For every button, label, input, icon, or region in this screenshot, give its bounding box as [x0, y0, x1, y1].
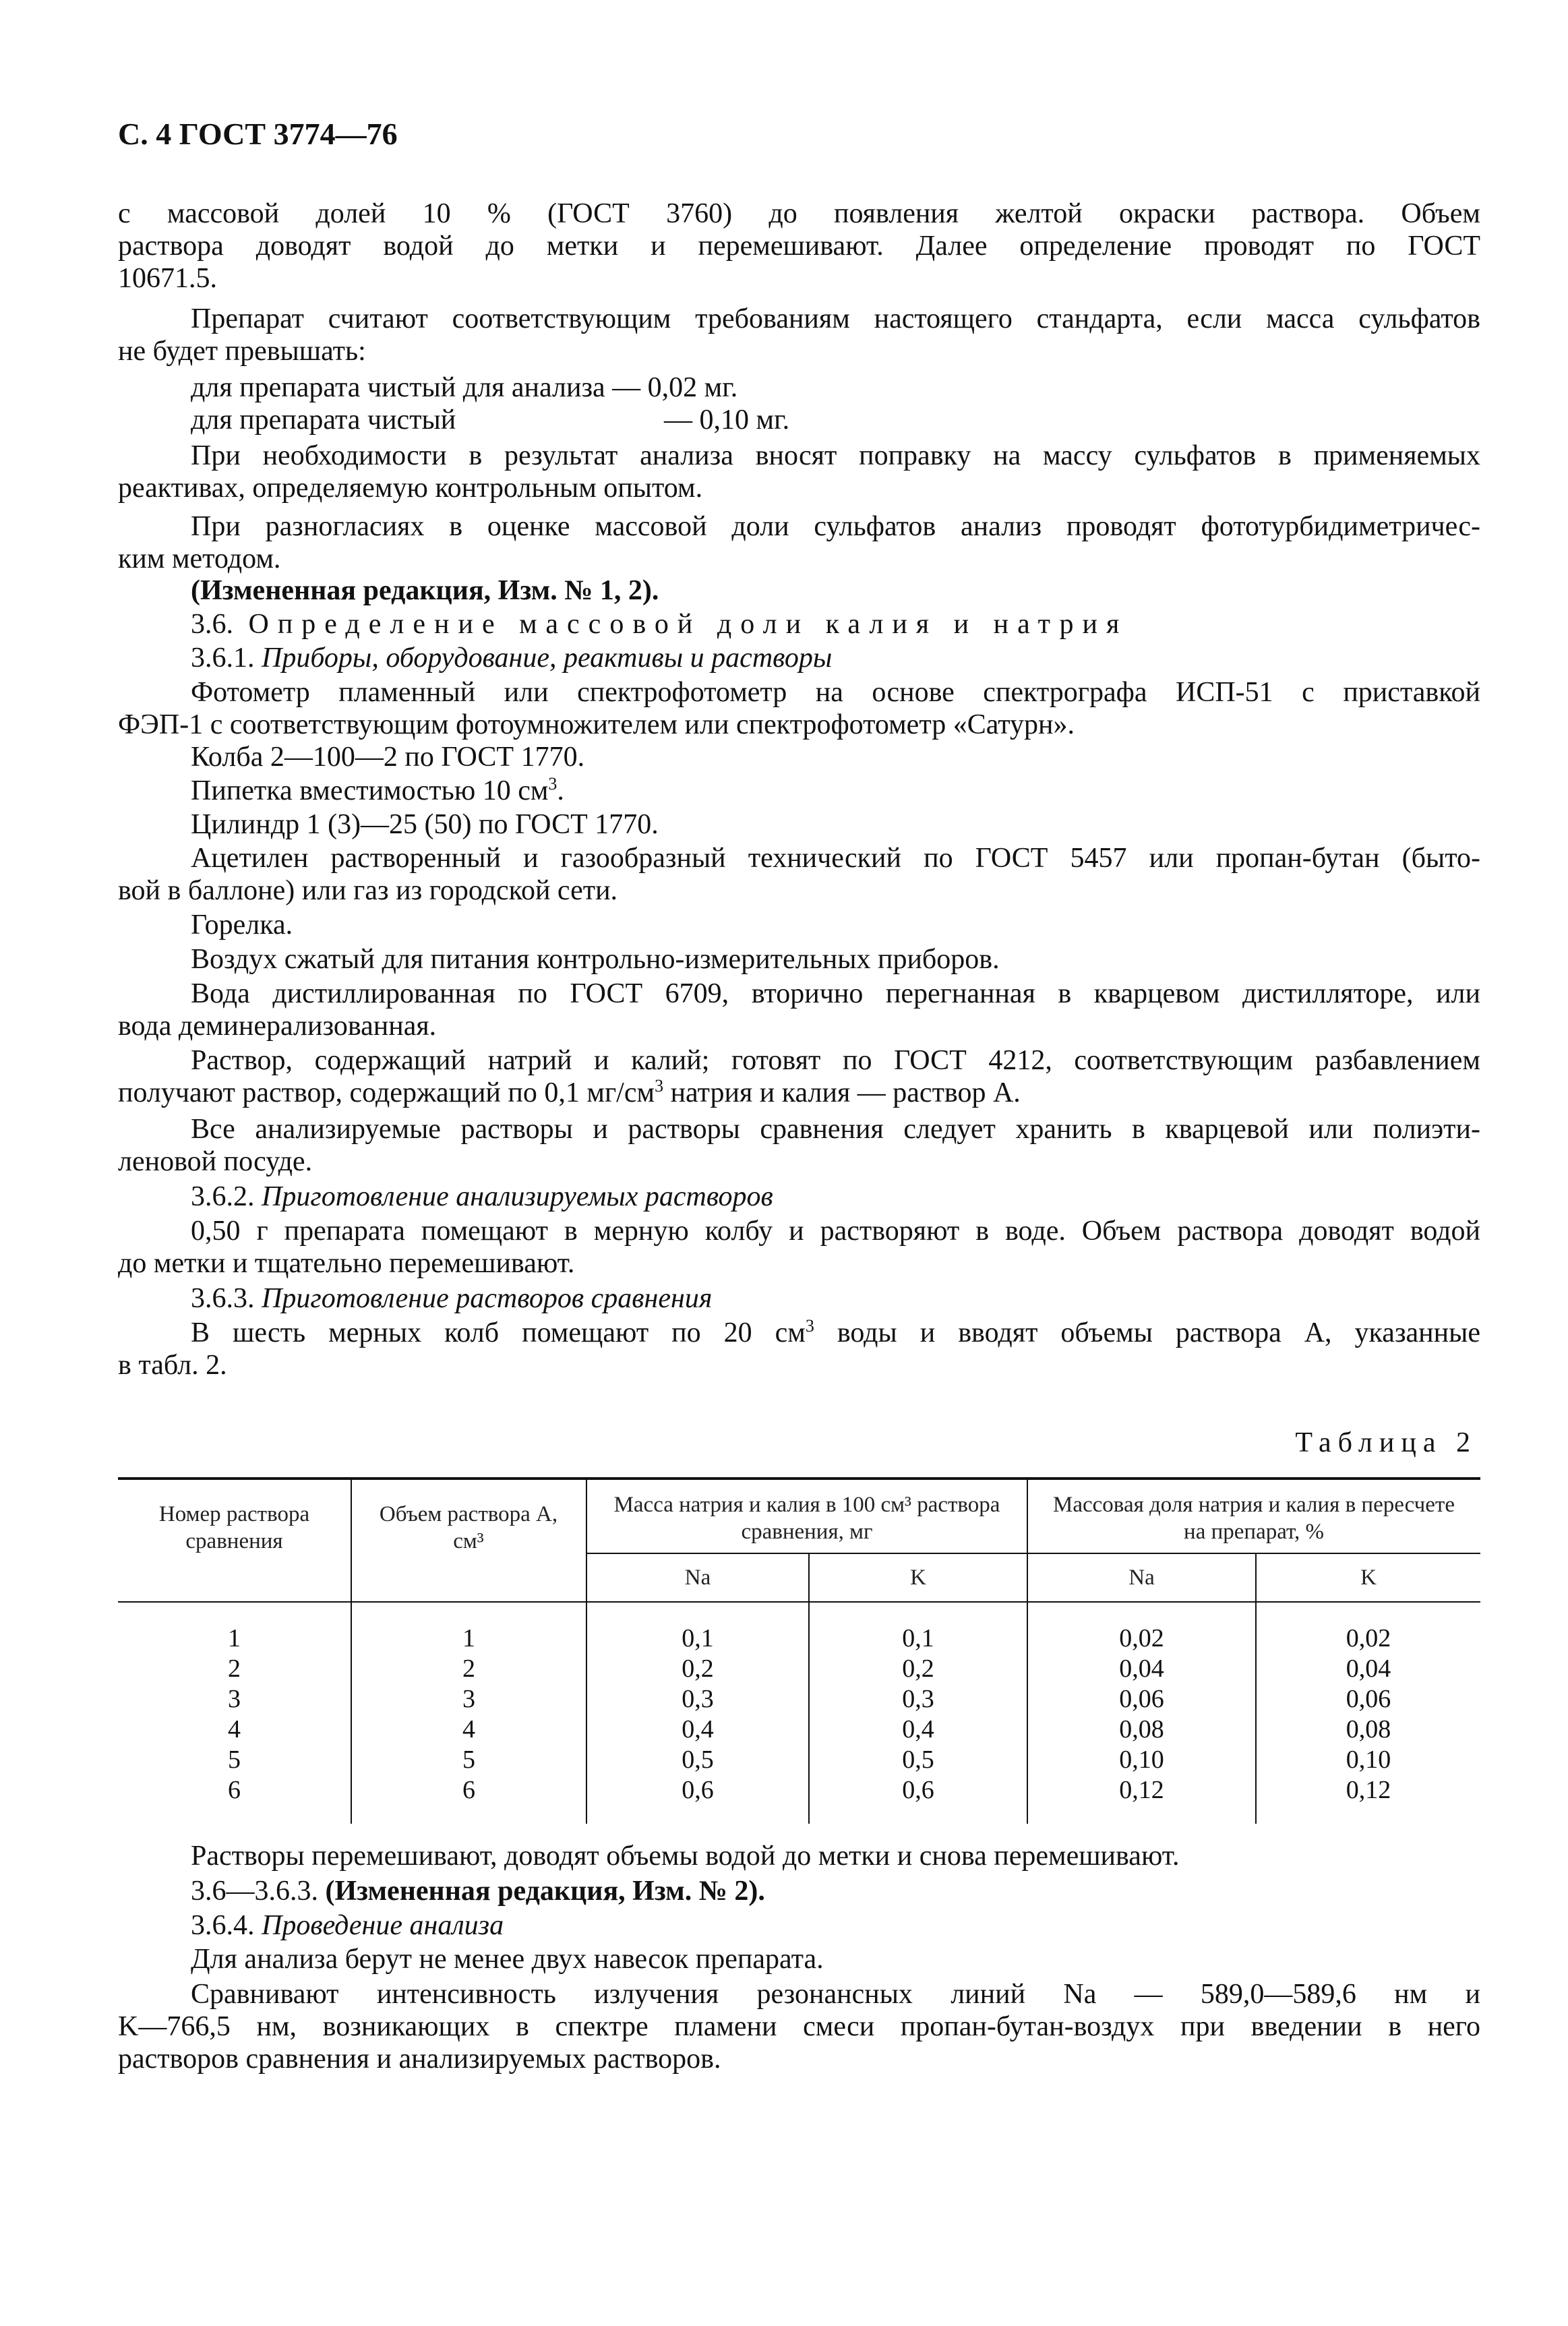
text-line: в табл. 2.: [118, 1350, 227, 1381]
cell-fraction-na: 0,02: [1119, 1624, 1164, 1652]
table-header-rule: [118, 1601, 1480, 1603]
cell-number: 3: [228, 1685, 241, 1713]
text-line: раствора доводят водой до метки и перемешивают. Далее определение проводят по ГОСТ: [118, 231, 1480, 262]
text-line: вода деминерализованная.: [118, 1011, 437, 1042]
page-header: С. 4 ГОСТ 3774—76: [118, 117, 398, 151]
cell-mass-na: 0,1: [682, 1624, 714, 1652]
cell-fraction-na: 0,04: [1119, 1654, 1164, 1683]
cell-mass-na: 0,5: [682, 1746, 714, 1774]
text-line: K—766,5 нм, возникающих в спектре пламени смеси пропан-бутан-воздух при введении в него: [118, 2011, 1480, 2042]
cell-volume: 1: [462, 1624, 475, 1652]
unit-superscript: 3: [548, 774, 557, 794]
text-line: вой в баллоне) или газ из городской сети.: [118, 875, 618, 906]
text-line: растворов сравнения и анализируемых растворов.: [118, 2044, 721, 2075]
cell-fraction-k: 0,08: [1346, 1715, 1391, 1743]
table-caption: Таблица 2: [1295, 1427, 1477, 1458]
cell-fraction-k: 0,10: [1346, 1746, 1391, 1774]
section-title: Определение массовой доли калия и натрия: [248, 609, 1128, 640]
text-line: Для анализа берут не менее двух навесок препарата.: [191, 1944, 824, 1975]
text-line: Сравнивают интенсивность излучения резонансных линий Na — 589,0—589,6 нм и: [191, 1979, 1480, 2010]
col-header-fraction: Массовая доля натрия и калия в пересчете на препарат, %: [1053, 1493, 1455, 1544]
cell-fraction-k: 0,06: [1346, 1685, 1391, 1713]
text-line: Цилиндр 1 (3)—25 (50) по ГОСТ 1770.: [191, 809, 659, 840]
cell-number: 1: [228, 1624, 241, 1652]
cell-fraction-k: 0,02: [1346, 1624, 1391, 1652]
unit-superscript: 3: [655, 1076, 664, 1096]
text-line: 3.6—3.6.3. (Измененная редакция, Изм. № 2).: [191, 1876, 765, 1907]
col-header-mass-k: K: [910, 1565, 926, 1590]
section-number: 3.6.: [191, 609, 233, 640]
text-line: Воздух сжатый для питания контрольно-измерительных приборов.: [191, 944, 1000, 975]
cell-fraction-na: 0,10: [1119, 1746, 1164, 1774]
text-line: При необходимости в результат анализа вносят поправку на массу сульфатов в применяемых: [191, 440, 1480, 471]
solution-a-text: получают раствор, содержащий по 0,1 мг/см: [118, 1077, 655, 1108]
cell-number: 2: [228, 1654, 241, 1683]
text-line: Фотометр пламенный или спектрофотометр на основе спектрографа ИСП-51 с приставкой: [191, 677, 1480, 708]
solution-a-line: [118, 1077, 1021, 1109]
text-line: Все анализируемые растворы и растворы сравнения следует хранить в кварцевой или полиэти-: [191, 1114, 1480, 1145]
cell-fraction-k: 0,04: [1346, 1654, 1391, 1683]
cell-volume: 4: [462, 1715, 475, 1743]
cell-mass-na: 0,4: [682, 1715, 714, 1743]
text-line: леновой посуде.: [118, 1146, 313, 1177]
cell-mass-k: 0,5: [902, 1746, 934, 1774]
col-header-fraction-k: K: [1360, 1565, 1377, 1590]
text-line: 3.6.2. Приготовление анализируемых растворов: [191, 1181, 773, 1212]
col-header-number: Номер раствора сравнения: [158, 1502, 310, 1553]
text-line: Ацетилен растворенный и газообразный технический по ГОСТ 5457 или пропан-бутан (быто-: [191, 843, 1480, 874]
cell-mass-na: 0,6: [682, 1776, 714, 1804]
col-header-mass: Масса натрия и калия в 100 см³ раствора сравнения, мг: [613, 1493, 1000, 1544]
text-line: При разногласиях в оценке массовой доли сульфатов анализ проводят фототурбидиметричес-: [191, 511, 1480, 542]
cell-volume: 2: [462, 1654, 475, 1683]
text-line: 3.6.3. Приготовление растворов сравнения: [191, 1283, 713, 1314]
pipette-end: .: [557, 775, 564, 806]
text-line: Раствор, содержащий натрий и калий; готовят по ГОСТ 4212, соответствующим разбавлением: [191, 1045, 1480, 1076]
section-heading: [191, 609, 1128, 640]
cell-fraction-na: 0,08: [1119, 1715, 1164, 1743]
cell-mass-k: 0,1: [902, 1624, 934, 1652]
six-flasks-end: воды и вводят объемы раствора А, указанные: [814, 1317, 1480, 1348]
text-line: 3.6.1. Приборы, оборудование, реактивы и растворы: [191, 643, 833, 674]
text-line: 0,50 г препарата помещают в мерную колбу и растворяют в воде. Объем раствора доводят водой: [191, 1216, 1480, 1247]
col-header-volume-text: Объем раствора А,: [379, 1502, 558, 1526]
text-line: не будет превышать:: [118, 336, 366, 367]
cell-fraction-na: 0,12: [1119, 1776, 1164, 1804]
text-line: (Измененная редакция, Изм. № 1, 2).: [191, 575, 659, 606]
pipette-text: Пипетка вместимостью 10 см: [191, 775, 549, 806]
text-line: Колба 2—100—2 по ГОСТ 1770.: [191, 742, 585, 773]
text-line: Препарат считают соответствующим требованиям настоящего стандарта, если масса сульфатов: [191, 303, 1480, 334]
solution-a-end: натрия и калия — раствор А.: [663, 1077, 1021, 1108]
cell-number: 5: [228, 1746, 241, 1774]
text-line: до метки и тщательно перемешивают.: [118, 1248, 575, 1279]
text-line: ФЭП-1 с соответствующим фотоумножителем или спектрофотометр «Сатурн».: [118, 709, 1075, 740]
text-line: с массовой долей 10 % (ГОСТ 3760) до появления желтой окраски раствора. Объем: [118, 198, 1480, 229]
text-line: Вода дистиллированная по ГОСТ 6709, вторично перегнанная в кварцевом дистилляторе, или: [191, 978, 1480, 1009]
text-line: для препарата чистый для анализа — 0,02 мг.: [191, 372, 738, 403]
col-header-mass-na: Na: [684, 1565, 711, 1590]
cell-mass-na: 0,3: [682, 1685, 714, 1713]
cell-volume: 3: [462, 1685, 475, 1713]
text-line: Горелка.: [191, 909, 293, 941]
cell-number: 4: [228, 1715, 241, 1743]
col-header-fraction-na: Na: [1128, 1565, 1155, 1590]
table-subheader-rule: [586, 1553, 1480, 1554]
cell-mass-k: 0,6: [902, 1776, 934, 1804]
table-top-rule: [118, 1477, 1480, 1480]
cell-volume: 5: [462, 1746, 475, 1774]
pipette-line: [191, 775, 564, 807]
cell-mass-k: 0,3: [902, 1685, 934, 1713]
text-line: ким методом.: [118, 543, 281, 574]
text-line: 3.6.4. Проведение анализа: [191, 1910, 504, 1941]
six-flasks-text: В шесть мерных колб помещают по 20 см: [191, 1317, 806, 1348]
text-line: Растворы перемешивают, доводят объемы водой до метки и снова перемешивают.: [191, 1841, 1180, 1872]
six-flasks-line: [191, 1317, 1480, 1349]
cell-number: 6: [228, 1776, 241, 1804]
col-header-volume-unit: см³: [453, 1529, 484, 1553]
cell-fraction-k: 0,12: [1346, 1776, 1391, 1804]
col-header-volume: [371, 1501, 566, 1555]
cell-mass-na: 0,2: [682, 1654, 714, 1683]
cell-volume: 6: [462, 1776, 475, 1804]
cell-mass-k: 0,2: [902, 1654, 934, 1683]
text-line: — 0,10 мг.: [664, 405, 790, 436]
cell-fraction-na: 0,06: [1119, 1685, 1164, 1713]
unit-superscript: 3: [805, 1316, 814, 1336]
text-line: 10671.5.: [118, 263, 217, 294]
text-line: для препарата чистый: [191, 405, 456, 436]
cell-mass-k: 0,4: [902, 1715, 934, 1743]
text-line: реактивах, определяемую контрольным опытом.: [118, 473, 703, 504]
